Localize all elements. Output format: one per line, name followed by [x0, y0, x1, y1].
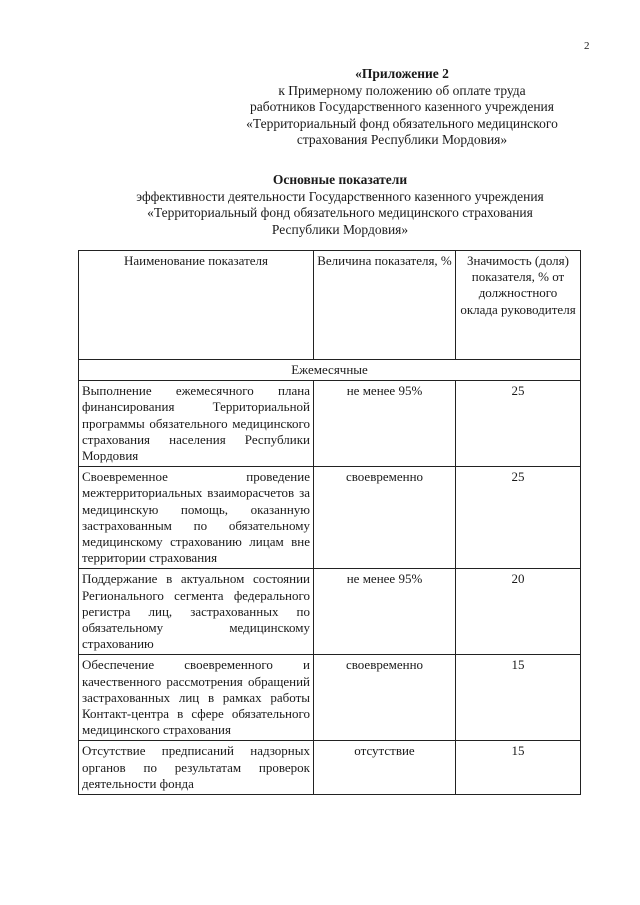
indicator-value: не менее 95% [314, 569, 456, 655]
table-row [79, 381, 581, 467]
table-row [79, 741, 581, 795]
heading-line: эффективности деятельности Государственного казенного учреждения [136, 188, 544, 204]
indicator-name: Поддержание в актуальном состоянии Регионального сегмента федерального регистра лиц, застрахованных по обязательному медицинскому страхованию [79, 569, 314, 655]
table-row [79, 569, 581, 655]
indicator-name: Обеспечение своевременного и качественного рассмотрения обращений застрахованных лиц в рамках работы Контакт-центра в сфере обязательного медицинского страхования [79, 655, 314, 741]
table-row [79, 467, 581, 569]
table-header-row [79, 251, 581, 360]
indicator-name: Своевременное проведение межтерриториальных взаиморасчетов за медицинскую помощь, оказанную застрахованным по обязательному медицинскому страхованию лицам вне территории страхования [79, 467, 314, 569]
indicator-name: Выполнение ежемесячного плана финансирования Территориальной программы обязательного медицинского страхования населения Республики Мордовия [79, 381, 314, 467]
indicator-weight: 15 [456, 741, 581, 795]
section-row [79, 360, 581, 381]
heading-title: Основные показатели [272, 172, 408, 187]
appendix-line: работников Государственного казенного учреждения [250, 99, 554, 114]
heading-line: «Территориальный фонд обязательного медицинского страхования [147, 205, 533, 220]
indicator-weight: 15 [456, 655, 581, 741]
indicator-name: Отсутствие предписаний надзорных органов по результатам проверок деятельности фонда [79, 741, 314, 795]
page-number: 2 [584, 40, 590, 52]
indicator-value: своевременно [314, 655, 456, 741]
header-weight: Значимость (доля) показателя, % от должностного оклада руководителя [456, 251, 581, 360]
header-value: Величина показателя, % [314, 251, 456, 360]
indicator-value: отсутствие [314, 741, 456, 795]
appendix-line: страхования Республики Мордовия» [296, 132, 508, 147]
indicator-value: не менее 95% [314, 381, 456, 467]
indicators-table [78, 250, 581, 795]
appendix-line: к Примерному положению об оплате труда [278, 82, 526, 98]
indicator-weight: 20 [456, 569, 581, 655]
header-name: Наименование показателя [79, 251, 314, 360]
appendix-line: «Территориальный фонд обязательного медицинского [246, 115, 558, 131]
indicator-weight: 25 [456, 381, 581, 467]
heading-line: Республики Мордовия» [271, 221, 409, 237]
table-row [79, 655, 581, 741]
indicator-weight: 25 [456, 467, 581, 569]
appendix-title: «Приложение 2 [355, 66, 449, 81]
document-heading [60, 172, 620, 238]
indicator-value: своевременно [314, 467, 456, 569]
section-label: Ежемесячные [79, 360, 581, 381]
appendix-block [212, 66, 592, 149]
